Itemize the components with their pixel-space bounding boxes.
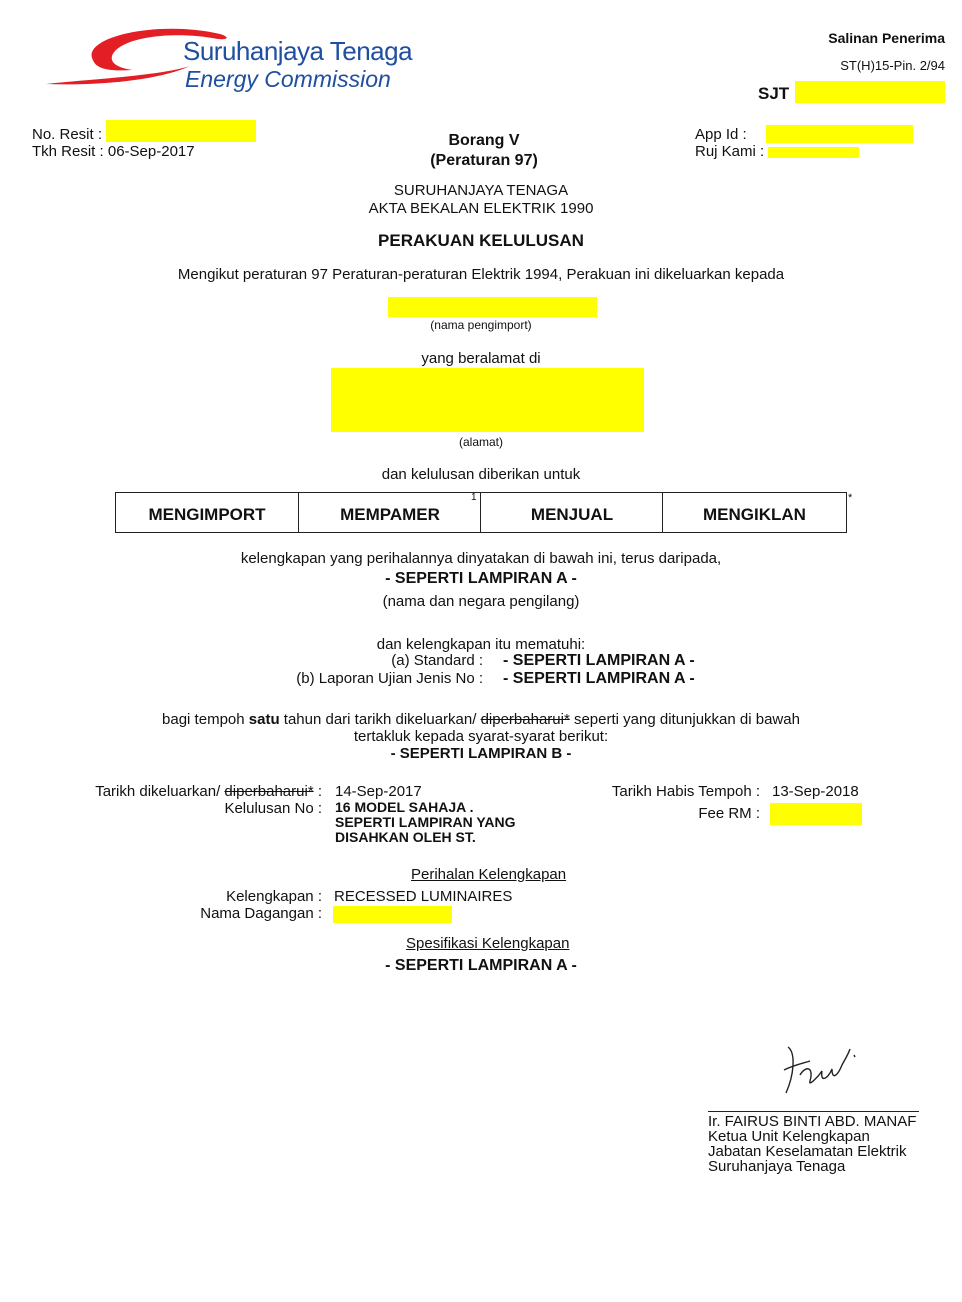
box-superscript: 1 bbox=[471, 492, 477, 503]
trade-label: Nama Dagangan : bbox=[200, 905, 322, 922]
approval-no-value bbox=[335, 800, 515, 845]
signature-mark bbox=[770, 1035, 865, 1100]
importer-redaction bbox=[388, 297, 597, 317]
standard-label: (a) Standard : bbox=[391, 652, 483, 669]
issued-label bbox=[95, 783, 322, 800]
importer-caption: (nama pengimport) bbox=[430, 318, 532, 332]
period-line2: tertakluk kepada syarat-syarat berikut: bbox=[353, 728, 609, 745]
signatory-block bbox=[708, 1114, 916, 1174]
issued-label-strike: diperbaharui* bbox=[224, 783, 314, 800]
standard-value: - SEPERTI LAMPIRAN A - bbox=[503, 652, 695, 669]
app-id-label: App Id : bbox=[695, 126, 747, 143]
org-name: SURUHANJAYA TENAGA bbox=[393, 182, 569, 199]
box-sell: MENJUAL bbox=[530, 505, 614, 524]
form-code: ST(H)15-Pin. 2/94 bbox=[840, 58, 945, 73]
sjt-label: SJT bbox=[758, 84, 790, 103]
ruj-redaction bbox=[768, 147, 859, 158]
app-id-redaction bbox=[766, 125, 913, 143]
approval-no-label: Kelulusan No : bbox=[224, 800, 322, 817]
logo-line2: Energy Commission bbox=[185, 66, 391, 92]
test-value: - SEPERTI LAMPIRAN A - bbox=[503, 670, 695, 687]
org-act: AKTA BEKALAN ELEKTRIK 1990 bbox=[368, 200, 594, 217]
equipment-value: RECESSED LUMINAIRES bbox=[334, 888, 513, 905]
period-p2: tahun dari tarikh dikeluarkan/ bbox=[279, 711, 481, 728]
period-line1 bbox=[0, 711, 962, 728]
approval-intro: dan kelulusan diberikan untuk bbox=[381, 466, 581, 483]
box-import: MENGIMPORT bbox=[148, 505, 266, 524]
period-bold: satu bbox=[248, 711, 280, 728]
signatory-title: Ketua Unit Kelengkapan bbox=[708, 1128, 870, 1145]
fee-label: Fee RM : bbox=[698, 805, 760, 822]
equipment-heading: Perihalan Kelengkapan bbox=[411, 866, 567, 883]
approval-no-line3: DISAHKAN OLEH ST. bbox=[335, 829, 476, 845]
signature-line bbox=[708, 1111, 919, 1112]
period-p1: bagi tempoh bbox=[162, 711, 249, 728]
receipt-date-row bbox=[32, 143, 195, 160]
complies-text: dan kelengkapan itu mematuhi: bbox=[376, 636, 586, 653]
sjt-redaction bbox=[795, 81, 945, 103]
address-intro: yang beralamat di bbox=[421, 350, 541, 367]
test-label: (b) Laporan Ujian Jenis No : bbox=[296, 670, 483, 687]
period-strike: diperbaharui* bbox=[480, 711, 570, 728]
receipt-no-redaction bbox=[106, 120, 256, 142]
box-exhibit: MEMPAMER bbox=[340, 505, 440, 524]
form-title: Borang V bbox=[448, 132, 520, 149]
fee-redaction bbox=[770, 803, 862, 825]
ruj-label: Ruj Kami : bbox=[695, 143, 765, 160]
manufacturer-value: - SEPERTI LAMPIRAN A - bbox=[385, 570, 577, 587]
logo-line1: Suruhanjaya Tenaga bbox=[183, 36, 413, 66]
form-regulation: (Peraturan 97) bbox=[430, 152, 538, 169]
expiry-label: Tarikh Habis Tempoh : bbox=[611, 783, 760, 800]
issued-label-b: : bbox=[313, 783, 322, 800]
receipt-date: 06-Sep-2017 bbox=[107, 143, 195, 160]
box-advertise: MENGIKLAN bbox=[703, 505, 806, 524]
lampiran-b: - SEPERTI LAMPIRAN B - bbox=[390, 745, 572, 762]
signatory-name: Ir. FAIRUS BINTI ABD. MANAF bbox=[708, 1113, 917, 1130]
equipment-from: kelengkapan yang perihalannya dinyatakan di bawah ini, terus daripada, bbox=[240, 550, 722, 567]
approval-no-line2: SEPERTI LAMPIRAN YANG bbox=[335, 814, 516, 830]
address-caption: (alamat) bbox=[458, 435, 503, 449]
spec-heading: Spesifikasi Kelengkapan bbox=[406, 935, 570, 952]
logo bbox=[40, 18, 460, 98]
equipment-label: Kelengkapan : bbox=[226, 888, 322, 905]
box-asterisk: * bbox=[848, 492, 853, 504]
expiry-date: 13-Sep-2018 bbox=[772, 783, 859, 800]
approval-table bbox=[115, 492, 847, 533]
signatory-department: Jabatan Keselamatan Elektrik bbox=[708, 1143, 907, 1160]
cert-title: PERAKUAN KELULUSAN bbox=[378, 231, 584, 250]
period-p3: seperti yang ditunjukkan di bawah bbox=[569, 711, 800, 728]
copy-label: Salinan Penerima bbox=[828, 30, 945, 46]
receipt-no-label: No. Resit : bbox=[32, 126, 103, 143]
trade-redaction bbox=[333, 906, 452, 923]
issued-date: 14-Sep-2017 bbox=[335, 783, 422, 800]
address-redaction bbox=[331, 368, 644, 432]
intro-text: Mengikut peraturan 97 Peraturan-peraturan Elektrik 1994, Perakuan ini dikeluarkan kepada bbox=[177, 266, 785, 283]
approval-no-line1: 16 MODEL SAHAJA . bbox=[335, 799, 474, 815]
issued-label-a: Tarikh dikeluarkan/ bbox=[95, 783, 225, 800]
spec-value: - SEPERTI LAMPIRAN A - bbox=[385, 957, 577, 974]
signatory-org: Suruhanjaya Tenaga bbox=[708, 1158, 846, 1175]
manufacturer-caption: (nama dan negara pengilang) bbox=[382, 593, 580, 610]
receipt-date-label: Tkh Resit : bbox=[32, 143, 104, 160]
